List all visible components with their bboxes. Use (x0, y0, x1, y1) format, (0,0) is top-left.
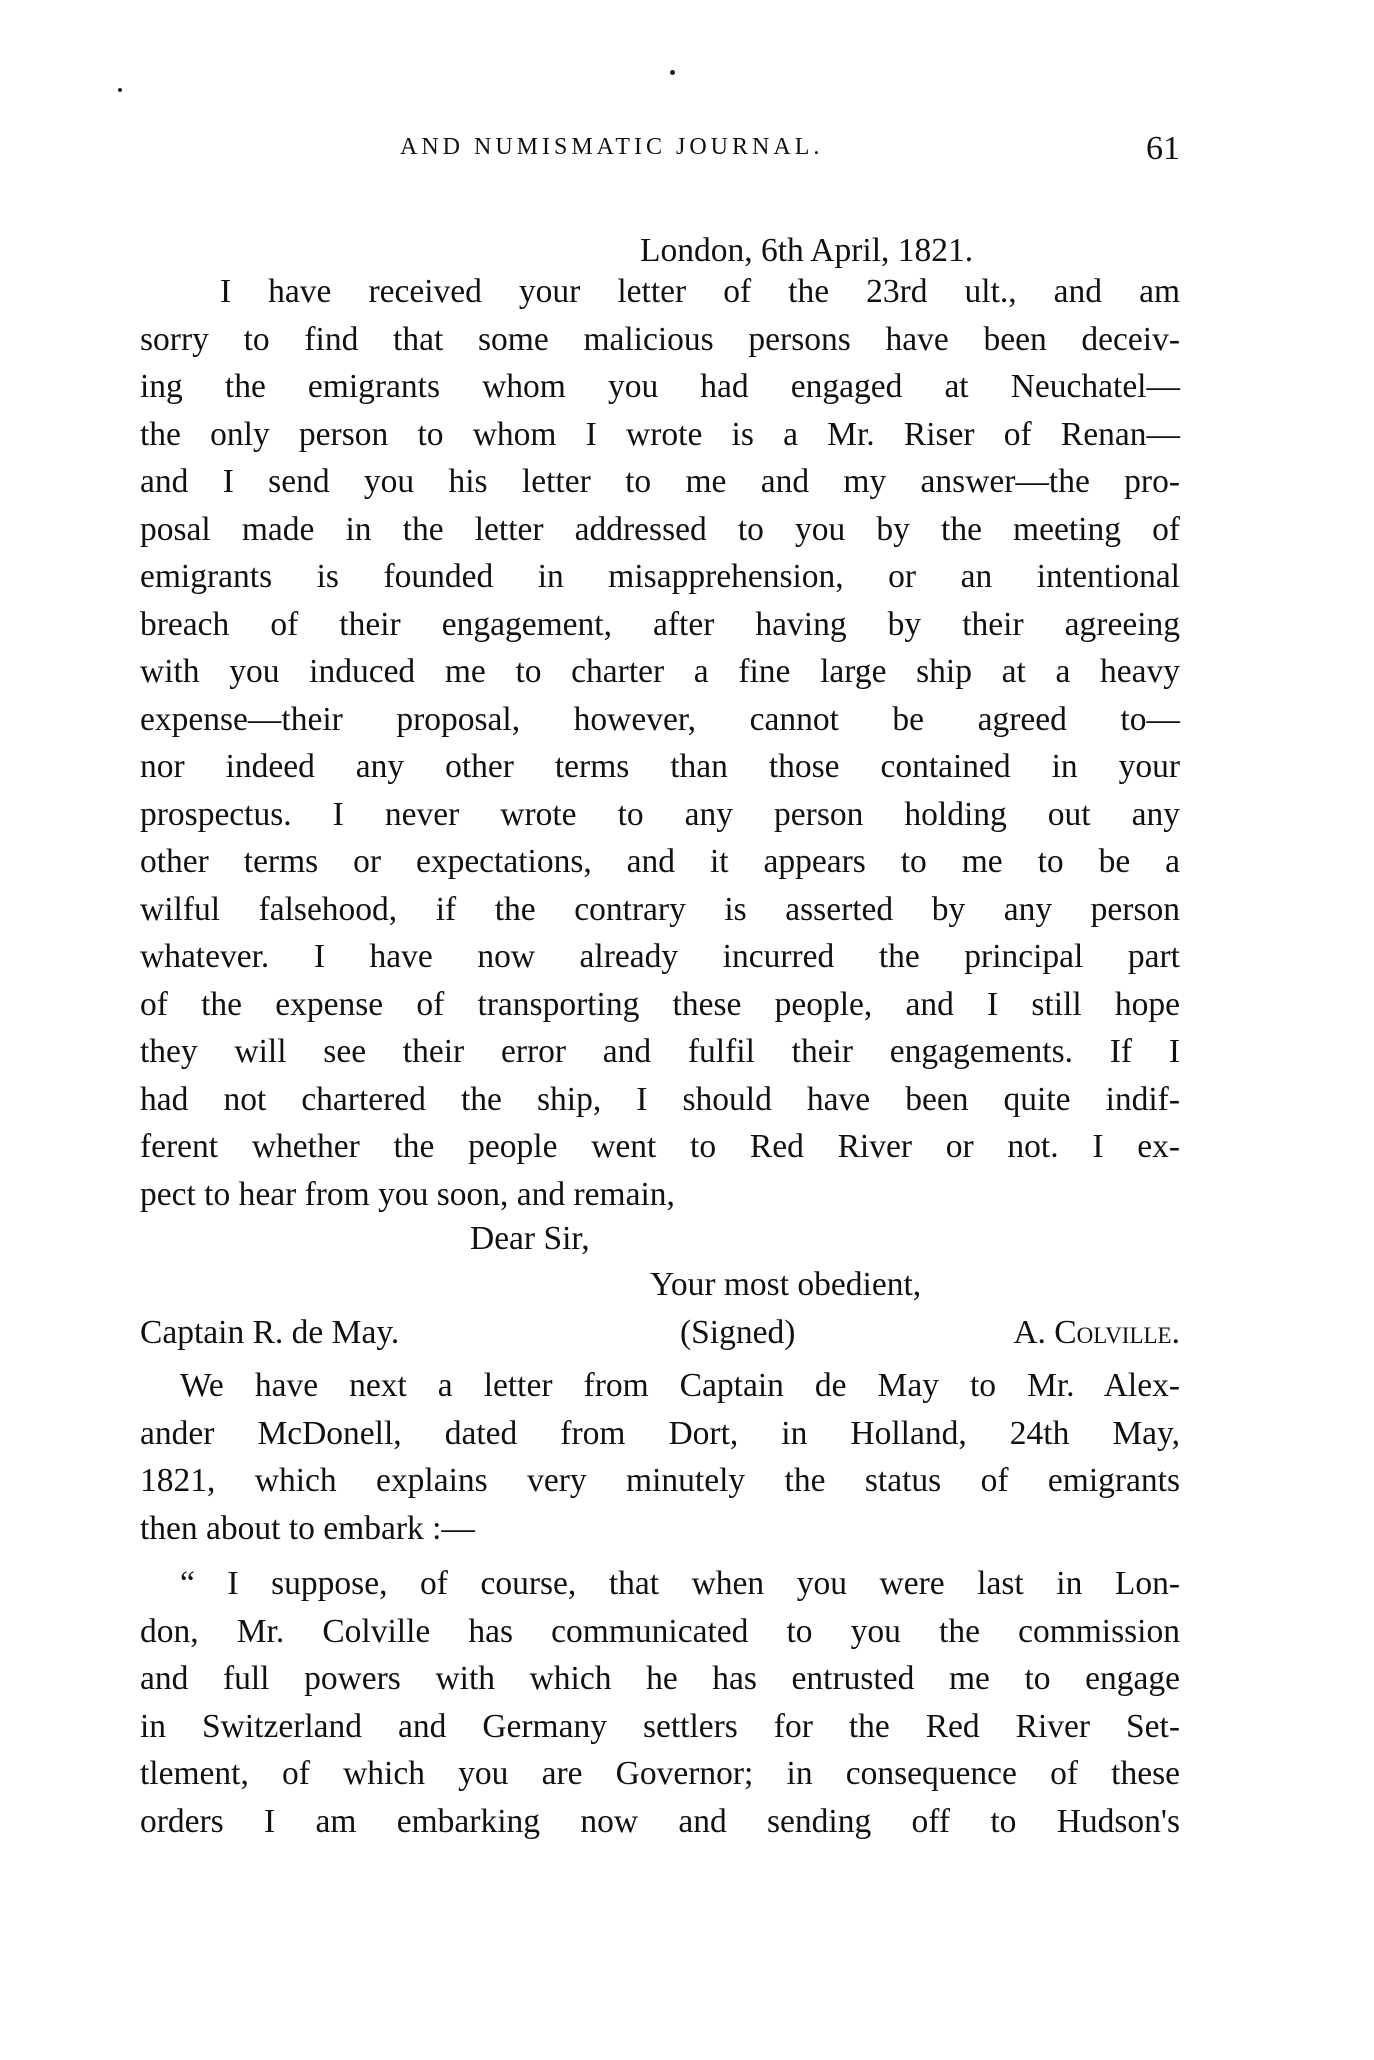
narrative-paragraph (140, 1362, 1180, 1552)
running-header (140, 130, 1180, 170)
letter-line: posal made in the letter addressed to you by the meeting of (140, 510, 1180, 548)
quotation-paragraph (140, 1560, 1180, 1845)
signature-row (140, 1314, 1180, 1362)
quotation-line: orders I am embarking now and sending off to Hudson's (140, 1802, 1180, 1840)
print-speck (670, 70, 675, 75)
quotation-line: and full powers with which he has entrusted me to engage (140, 1660, 1180, 1697)
letter-line: had not chartered the ship, I should have been quite indif- (140, 1080, 1180, 1118)
letter-dateline: London, 6th April, 1821. (640, 232, 974, 269)
letter-line: sorry to find that some malicious persons have been deceiv- (140, 320, 1180, 358)
running-title: AND NUMISMATIC JOURNAL. (400, 134, 824, 160)
narrative-line: We have next a letter from Captain de May to Mr. Alex- (180, 1367, 1180, 1404)
letter-line: breach of their engagement, after having by their agreeing (140, 605, 1180, 643)
letter-line: with you induced me to charter a fine large ship at a heavy (140, 653, 1180, 690)
letter-line: expense—their proposal, however, cannot be agreed to— (140, 700, 1180, 738)
letter-line: prospectus. I never wrote to any person holding out any (140, 795, 1180, 833)
letter-recipient: Captain R. de May. (140, 1314, 400, 1351)
letter-line: and I send you his letter to me and my answer—the pro- (140, 463, 1180, 500)
letter-line: nor indeed any other terms than those contained in your (140, 748, 1180, 785)
letter-signatory: A. Colville. (1013, 1314, 1180, 1351)
letter-line: emigrants is founded in misapprehension, or an intentional (140, 558, 1180, 595)
letter-line: ing the emigrants whom you had engaged at Neuchatel— (140, 368, 1180, 405)
signed-mark: (Signed) (680, 1314, 796, 1351)
letter-line: they will see their error and fulfil their engagements. If I (140, 1033, 1180, 1070)
print-speck (118, 88, 122, 92)
letter-line: wilful falsehood, if the contrary is asserted by any person (140, 890, 1180, 928)
narrative-line: 1821, which explains very minutely the status of emigrants (140, 1462, 1180, 1499)
quotation-line: tlement, of which you are Governor; in consequence of these (140, 1755, 1180, 1792)
letter-line: whatever. I have now already incurred the principal part (140, 938, 1180, 975)
quotation-line: don, Mr. Colville has communicated to you the commission (140, 1612, 1180, 1650)
letter-line: the only person to whom I wrote is a Mr. Riser of Renan— (140, 415, 1180, 453)
quotation-line: in Switzerland and Germany settlers for the Red River Set- (140, 1707, 1180, 1745)
narrative-line: ander McDonell, dated from Dort, in Holland, 24th May, (140, 1414, 1180, 1452)
narrative-line: then about to embark :— (140, 1509, 475, 1547)
letter-salutation: Dear Sir, (470, 1220, 590, 1257)
letter-line: other terms or expectations, and it appears to me to be a (140, 843, 1180, 880)
letter-line: ferent whether the people went to Red River or not. I ex- (140, 1128, 1180, 1165)
page-number: 61 (1146, 130, 1180, 167)
letter-body (140, 268, 1180, 1218)
quotation-line: “ I suppose, of course, that when you were last in Lon- (180, 1565, 1180, 1602)
letter-line: of the expense of transporting these people, and I still hope (140, 985, 1180, 1023)
letter-line: pect to hear from you soon, and remain, (140, 1175, 675, 1213)
letter-line: I have received your letter of the 23rd ult., and am (220, 273, 1180, 310)
letter-closing: Your most obedient, (650, 1266, 922, 1303)
